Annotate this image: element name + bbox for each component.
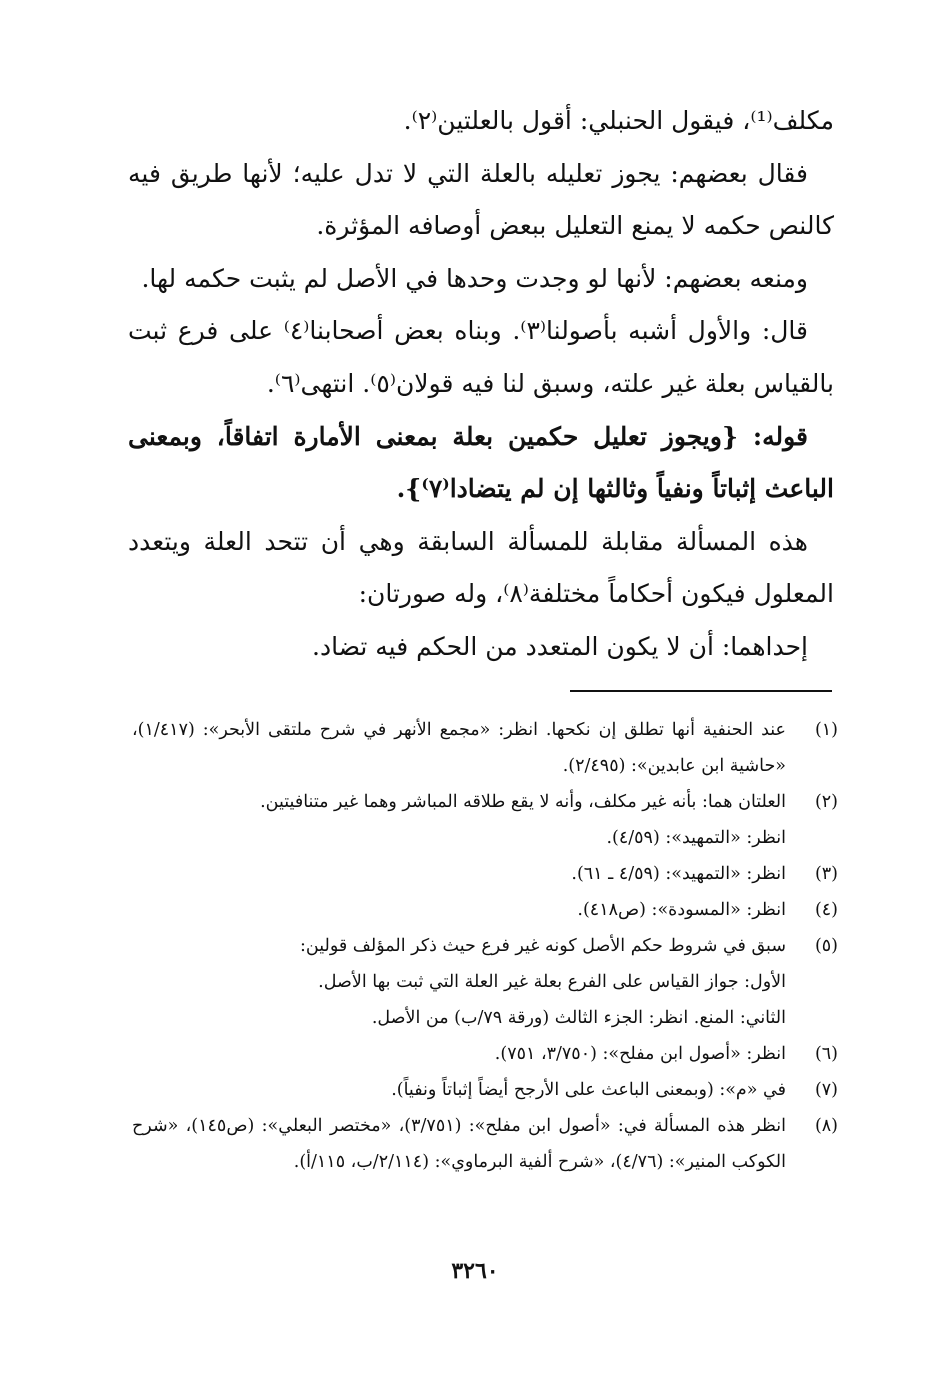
- footnote-line: انظر: «التمهيد»: (٤/٥٩).: [606, 828, 786, 848]
- footnote-text: [132, 1036, 786, 1072]
- paragraph: مكلف⁽¹⁾، فيقول الحنبلي: أقول بالعلتين⁽٢⁾.: [403, 106, 834, 135]
- footnote-number: (٤): [814, 900, 838, 920]
- footnote: [132, 1108, 838, 1180]
- footnote-text: [132, 928, 786, 1036]
- footnote: [132, 928, 838, 1036]
- page-number: ٣٢٦٠: [451, 1258, 499, 1284]
- footnotes: [132, 712, 838, 1180]
- footnote-line: انظر هذه المسألة في: «أصول ابن مفلح»: (٣/٧٥١)، «مختصر البعلي»: (ص١٤٥)، «شرح الكوكب المنير»: (٤/٧٦)، «شرح ألفية البرماوي»: (٢/١١٤/ب، ١١٥/أ).: [132, 1116, 786, 1172]
- footnote-number: (٨): [814, 1116, 838, 1136]
- footnote: [132, 712, 838, 784]
- footnote-line: الأول: جواز القياس على الفرع بعلة غير العلة التي ثبت بها الأصل.: [318, 972, 786, 992]
- footnote-text: [132, 712, 786, 784]
- footnote-divider: [570, 690, 832, 692]
- footnote-number: (١): [814, 720, 838, 740]
- footnote-line: عند الحنفية أنها تطلق إن نكحها. انظر: «مجمع الأنهر في شرح ملتقى الأبحر»: (١/٤١٧)، «حاشية ابن عابدين»: (٢/٤٩٥).: [132, 720, 786, 776]
- footnote: [132, 856, 838, 892]
- paragraph: فقال بعضهم: يجوز تعليله بالعلة التي لا تدل عليه؛ لأنها طريق فيه كالنص حكمه لا يمنع التعليل ببعض أوصافه المؤثرة.: [128, 158, 834, 241]
- footnote-line: الثاني: المنع. انظر: الجزء الثالث (ورقة ٧٩/ب) من الأصل.: [371, 1008, 786, 1028]
- footnote: [132, 784, 838, 856]
- footnote: [132, 1036, 838, 1072]
- footnote: [132, 1072, 838, 1108]
- paragraph: هذه المسألة مقابلة للمسألة السابقة وهي أن تتحد العلة ويتعدد المعلول فيكون أحكاماً مختلفة⁽٨⁾، وله صورتان:: [128, 526, 834, 609]
- footnote-line: العلتان هما: بأنه غير مكلف، وأنه لا يقع طلاقه المباشر وهما غير متنافيتين.: [260, 792, 786, 812]
- paragraph: ومنعه بعضهم: لأنها لو وجدت وحدها في الأصل لم يثبت حكمه لها.: [141, 263, 808, 293]
- footnote-number: (٢): [814, 792, 838, 812]
- footnote-number: (٧): [814, 1080, 838, 1100]
- footnote-line: انظر: «المسودة»: (ص٤١٨).: [577, 900, 786, 920]
- footnote-number: (٦): [814, 1044, 838, 1064]
- footnote: [132, 892, 838, 928]
- footnote-text: [132, 892, 786, 928]
- footnote-number: (٥): [814, 936, 838, 956]
- footnote-line: انظر: «التمهيد»: (٤/٥٩ ـ ٦١).: [571, 864, 786, 884]
- footnote-text: [132, 1072, 786, 1108]
- footnote-line: انظر: «أصول ابن مفلح»: (٣/٧٥٠، ٧٥١).: [494, 1044, 786, 1064]
- footnote-line: في «م»: (وبمعنى الباعث على الأرجح أيضاً إثباتاً ونفياً).: [391, 1080, 786, 1100]
- paragraph: إحداهما: أن لا يكون المتعدد من الحكم فيه تضاد.: [312, 631, 808, 661]
- footnote-text: [132, 856, 786, 892]
- paragraph: قال: والأول أشبه بأصولنا⁽٣⁾. وبناه بعض أصحابنا⁽٤⁾ على فرع ثبت بالقياس بعلة غير علته، وسبق لنا فيه قولان⁽٥⁾. انتهى⁽٦⁾.: [128, 316, 834, 398]
- footnote-text: [132, 1108, 786, 1180]
- footnote-number: (٣): [814, 864, 838, 884]
- quoted-matn-paragraph: قوله: {ويجوز تعليل حكمين بعلة بمعنى الأمارة اتفاقاً، وبمعنى الباعث إثباتاً ونفياً وثالثها إن لم يتضادا⁽٧⁾}.: [128, 421, 834, 504]
- footnote-line: سبق في شروط حكم الأصل كونه غير فرع حيث ذكر المؤلف قولين:: [300, 936, 786, 956]
- footnote-text: [132, 784, 786, 856]
- main-text: [128, 95, 834, 674]
